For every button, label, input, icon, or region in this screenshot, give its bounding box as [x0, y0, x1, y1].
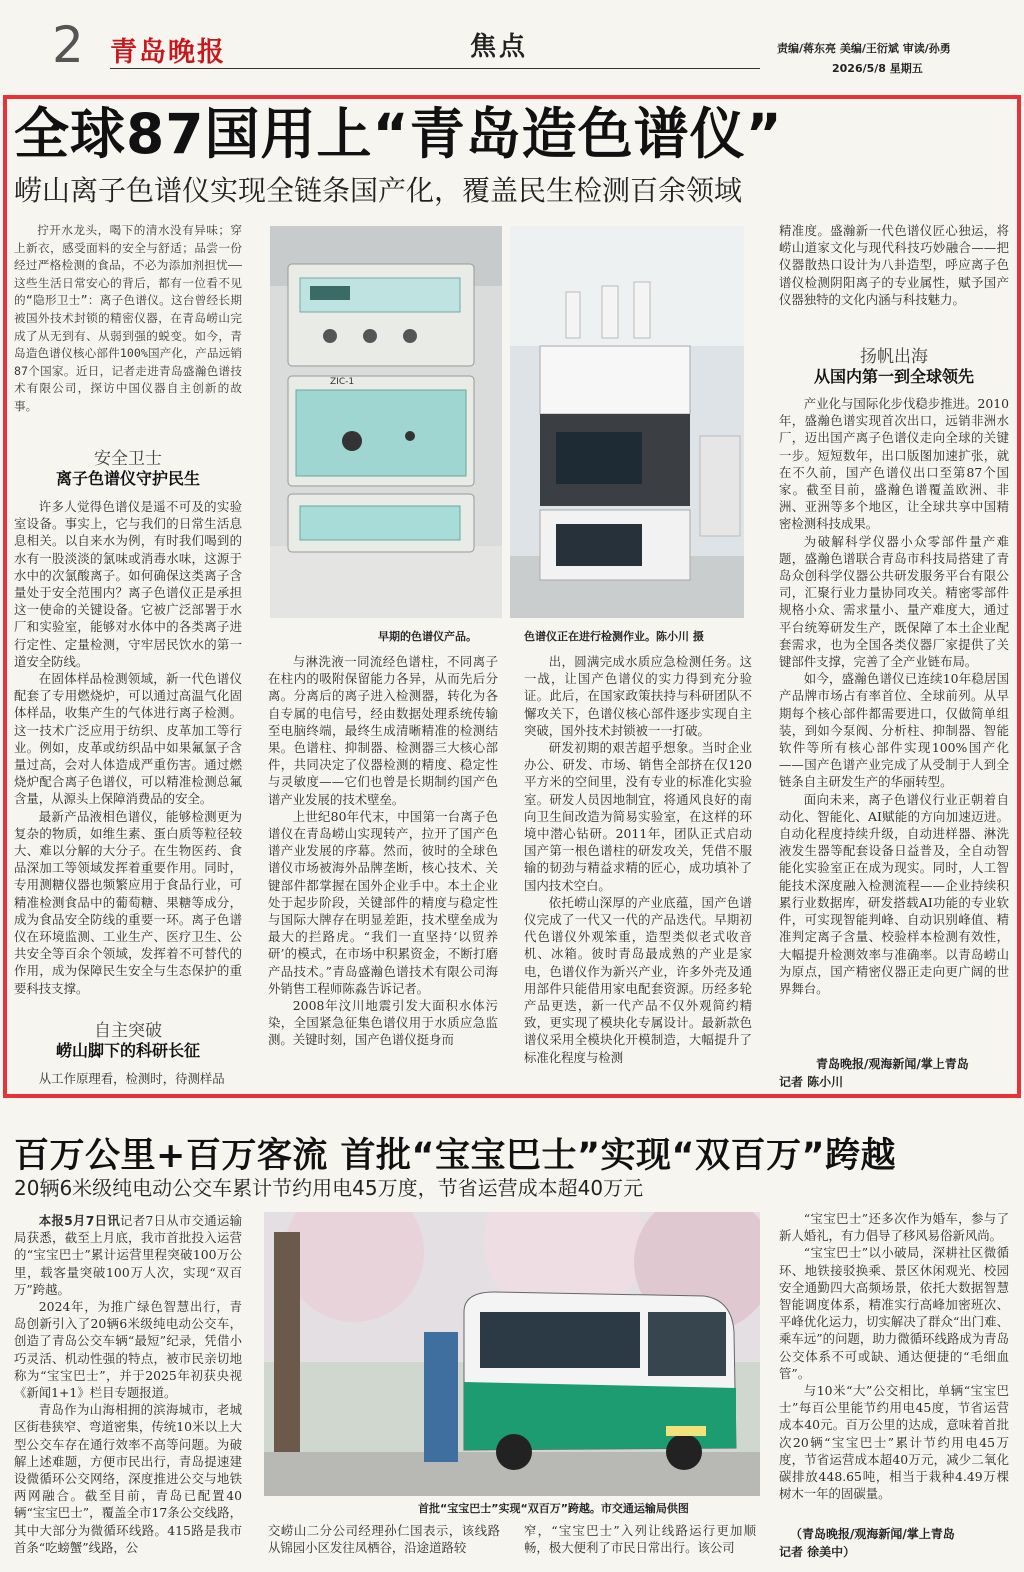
section-kicker: 自主突破 — [94, 1021, 162, 1041]
device-model-label: ZIC-1 — [330, 377, 355, 387]
article-column — [268, 653, 498, 1093]
paragraph: 窄，“宝宝巴士”入列让线路运行更加顺畅，极大便利了市民日常出行。该公司 — [524, 1523, 756, 1556]
photo-baby-bus — [264, 1212, 760, 1496]
article-column — [779, 222, 1009, 332]
story-lead — [14, 222, 242, 432]
article-column — [524, 1522, 756, 1572]
lead-paragraph: 拧开水龙头，喝下的清水没有异味；穿上新衣，感受面料的安全与舒适；品尝一份经过严格检测的食品，不必为添加剂担忧——这些生活日常安心的背后，都有一位看不见的“隐形卫士”：离子色谱仪。这台曾经长期被国外技术封锁的精密仪器，在青岛崂山完成了从无到有、从弱到强的蜕变。如今，青岛造色谱仪核心部件100%国产化，产品远销87个国家。近日，记者走进青岛盛瀚色谱技术有限公司，探访中国仪器自主创新的故事。 — [14, 223, 242, 413]
article-column — [268, 1522, 500, 1572]
paragraph: 青岛作为山海相拥的滨海城市，老城区街巷狭窄、弯道密集，传统10米以上大型公交车存在通行效率不高等问题。为破解上述难题，方便市民出行，青岛提速建设微循环公交网络，深度推进公交与地铁两网融合。截至目前，青岛已配置40辆“宝宝巴士”，覆盖全市17条公交线路，其中大部分为微循环线路。415路是我市首条“吃螃蟹”线路，公 — [14, 1402, 242, 1555]
paragraph: 如今，盛瀚色谱仪已连续10年稳居国产品牌市场占有率首位、全球前列。从早期每个核心部件都需要进口，仅做简单组装，到如今泵阀、分析柱、抑制器、智能软件等所有核心部件实现100%国产化——国产色谱产业完成了从受制于人到全链条自主研发生产的华丽转型。 — [779, 671, 1009, 790]
paragraph: 在固体样品检测领域，新一代色谱仪配套了专用燃烧炉，可以通过高温气化固体样品，收集产生的气体进行离子检测。这一技术广泛应用于纺织、皮革加工等行业。例如，皮革或纺织品中如果氟氯子含量过高，会对人体造成严重伤害。通过燃烧炉配合离子色谱仪，可以精准检测总氟含量，从源头上保障消费品的安全。 — [14, 671, 242, 807]
byline-reporter: 记者 陈小川 — [779, 1075, 844, 1089]
section-title: 焦点 — [470, 32, 529, 62]
article-column — [779, 395, 1009, 1055]
paragraph: 记者7日从市交通运输局获悉，截至上月底，我市首批投入运营的“宝宝巴士”累计运营里程突破100万公里，载客量突破100万人次，实现“双百万”跨越。 — [14, 1213, 242, 1297]
photo-early-chromatograph — [270, 226, 502, 618]
paragraph: 与10米“大”公交相比，单辆“宝宝巴士”每百公里能节约用电45度，节省运营成本40元。百万公里的达成，意味着首批次20辆“宝宝巴士”累计节约用电45万度，节省运营成本超40万元，减少二氧化碳排放448.65吨，相当于栽种4.49万棵树木一年的固碳量。 — [779, 1383, 1009, 1502]
article-column — [779, 1210, 1009, 1522]
paragraph: 产业化与国际化步伐稳步推进。2010年，盛瀚色谱实现首次出口，远销非洲水厂，迈出国产离子色谱仪走向全球的关键一步。短短数年，出口版图加速扩张，就在不久前，国产色谱仪出口至第87个国家。截至目前，盛瀚色谱覆盖欧洲、非洲、亚洲等多个地区，让全球共享中国精密检测科技成果。 — [779, 396, 1009, 532]
article-column — [524, 653, 752, 1093]
paragraph: 依托崂山深厚的产业底蕴，国产色谱仪完成了一代又一代的产品迭代。早期初代色谱仪外观笨重，造型类似老式收音机、冰箱。彼时青岛最成熟的产业是家电，色谱仪作为新兴产业，许多外壳及通用部件只能借用家电配套资源。历经多轮产品更迭，新一代产品不仅外观简约精致，更实现了模块化专属设计。最新款色谱仪采用全模块化开模制造，大幅提升了标准化程度与检测 — [524, 894, 752, 1065]
section-title: 崂山脚下的科研长征 — [55, 1041, 200, 1060]
story-subhead: 20辆6米级纯电动公交车累计节约用电45万度，节省运营成本超40万元 — [14, 1176, 644, 1200]
paragraph: 为破解科学仪器小众零部件量产难题，盛瀚色谱联合青岛市科技局搭建了青岛众创科学仪器公共研发服务平台有限公司，汇聚行业力量协同攻关。精密零部件规格小众、需求量小、量产难度大，通过平台统筹研发生产，既保障了本土企业配套需求，也为全国各类仪器厂家提供了关键部件支撑，完善了全产业链布局。 — [779, 533, 1009, 670]
paragraph: 最新产品液相色谱仪，能够检测更为复杂的物质，如维生素、蛋白质等粒径较大、难以分解的大分子。在生物医药、食品深加工等领域发挥着重要作用。同时，专用测糖仪器也频繁应用于食品行业，可精准检测食品中的葡萄糖、果糖等成分，成为食品安全防线的重要一环。离子色谱仪在环境监测、工业生产、医疗卫生、公共安全等百余个领域，发挥着不可替代的作用，成为保障民生安全与生态保护的重要科技支撑。 — [14, 808, 242, 996]
paragraph: 面向未来，离子色谱仪行业正朝着自动化、智能化、AI赋能的方向加速迈进。自动化程度持续升级，自动进样器、淋洗液发生器等配套设备日益普及，全自动智能化实验室正在成为现实。同时，人工智能技术深度融入检测流程——企业持续积累行业数据库，研发搭载AI功能的专业软件，可实现智能判峰、自动识别峰值、精准判定离子含量、校验样本检测有效性，大幅提升检测效率与准确率。以青岛崂山为原点，国产精密仪器正走向更广阔的世界舞台。 — [779, 791, 1009, 996]
article-column — [14, 1070, 242, 1092]
paragraph: 交崂山二分公司经理孙仁国表示，该线路从锦园小区发往凤栖谷，沿途道路较 — [268, 1523, 500, 1556]
paragraph: 从工作原理看，检测时，待测样品 — [38, 1071, 225, 1086]
section-kicker: 安全卫士 — [94, 449, 162, 469]
page-number: 2 — [52, 16, 84, 74]
section-title: 离子色谱仪守护民生 — [55, 469, 200, 488]
masthead-rule — [110, 68, 760, 69]
story-headline: 百万公里+百万客流 首批“宝宝巴士”实现“双百万”跨越 — [14, 1136, 897, 1176]
story-subhead: 崂山离子色谱仪实现全链条国产化，覆盖民生检测百余领域 — [14, 174, 743, 207]
byline-organization: （青岛晚报/观海新闻/掌上青岛 — [790, 1527, 955, 1541]
paragraph: 精准度。盛瀚新一代色谱仪匠心独运，将崂山道家文化与现代科技巧妙融合——把仪器散热口设计为八卦造型，呼应离子色谱仪检测阴阳离子的专业属性，赋予国产仪器独特的文化内涵与科技魅力。 — [779, 223, 1009, 307]
section-title: 从国内第一到全球领先 — [813, 367, 974, 386]
paragraph: “宝宝巴士”还多次作为婚车，参与了新人婚礼，有力倡导了移风易俗新风尚。 — [779, 1211, 1009, 1244]
section-kicker: 扬帆出海 — [860, 347, 928, 367]
byline-reporter: 记者 徐美中） — [779, 1545, 856, 1559]
paragraph: 2008年汶川地震引发大面积水体污染，全国紧急征集色谱仪用于水质应急监测。关键时刻，国产色谱仪挺身而 — [268, 998, 498, 1048]
issue-date: 2026/5/8 星期五 — [832, 62, 923, 75]
byline-organization: 青岛晚报/观海新闻/掌上青岛 — [816, 1057, 969, 1071]
paragraph: 研发初期的艰苦超乎想象。当时企业办公、研发、市场、销售全部挤在仅120平方米的空间里，没有专业的标准化实验室。研发人员因地制宜，将通风良好的南向卫生间改造为简易实验室，在这样的环境中潜心钻研。2011年，团队正式启动国产第一根色谱柱的研发攻关，凭借不服输的韧劲与精益求精的匠心，成功填补了国内技术空白。 — [524, 740, 752, 893]
paragraph: 许多人觉得色谱仪是遥不可及的实验室设备。事实上，它与我们的日常生活息息相关。以自来水为例，有时我们喝到的水有一股淡淡的氯味或消毒水味，这源于水中的次氯酸离子。如何确保这类离子含量处于安全范围内？离子色谱仪正是承担这一使命的关键设备。它被广泛部署于水厂和实验室，能够对水体中的各类离子进行定性、定量检测，守牢居民饮水的第一道安全防线。 — [14, 499, 242, 669]
paragraph: 出，圆满完成水质应急检测任务。这一战，让国产色谱仪的实力得到充分验证。此后，在国家政策扶持与科研团队不懈攻关下，色谱仪核心部件逐步实现自主突破，国外技术封锁被一一打破。 — [524, 654, 752, 738]
newspaper-name: 青岛晚报 — [110, 37, 226, 68]
paragraph: 上世纪80年代末，中国第一台离子色谱仪在青岛崂山实现转产，拉开了国产色谱产业发展的序幕。然而，彼时的全球色谱仪市场被海外品牌垄断，核心技术、关键部件都掌握在国外企业手中。本土企业处于起步阶段，关键部件的精度与稳定性与国际大牌存在明显差距，技术壁垒成为最大的拦路虎。“我们一直坚持‘以贸养研’的模式，在市场中积累资金，不断打磨产品技术。”青岛盛瀚色谱技术有限公司海外销售工程师陈淼告诉记者。 — [268, 808, 498, 996]
photo-chromatograph-working — [510, 226, 744, 618]
paragraph: 2024年，为推广绿色智慧出行，青岛创新引入了20辆6米级纯电动公交车，创造了青岛公交车辆“最短”纪录，凭借小巧灵活、机动性强的特点，被市民亲切地称为“宝宝巴士”，并于2025年初获央视《新闻1+1》栏目专题报道。 — [14, 1299, 242, 1401]
editor-credits: 责编/蒋东亮 美编/王衍斌 审读/孙勇 — [777, 42, 951, 55]
story-headline: 全球87国用上“青岛造色谱仪” — [14, 102, 783, 166]
photo-caption: 早期的色谱仪产品。 — [378, 630, 477, 643]
paragraph: 与淋洗液一同流经色谱柱，不同离子在柱内的吸附保留能力各异，从而先后分离。分离后的离子进入检测器，转化为各自专属的电信号，经由数据处理系统传输至电脑终端，最终生成清晰精准的检测结果。色谱柱、抑制器、检测器三大核心部件，共同决定了仪器检测的精度、稳定性与灵敏度——它们也曾是长期制约国产色谱产业发展的技术壁垒。 — [268, 654, 498, 807]
dateline-tag: 本报5月7日讯 — [38, 1213, 121, 1228]
article-column — [14, 498, 242, 1006]
photo-caption: 色谱仪正在进行检测作业。陈小川 摄 — [524, 630, 704, 643]
paragraph: “宝宝巴士”以小破局，深耕社区微循环、地铁接驳换乘、景区休闲观光、校园安全通勤四大高频场景，依托大数据智慧智能调度体系，精准实行高峰加密班次、平峰优化运力，切实解决了群众“出门难、乘车远”的问题，助力微循环线路成为青岛公交体系不可或缺、通达便捷的“毛细血管”。 — [779, 1245, 1009, 1381]
article-column — [14, 1212, 242, 1572]
photo-caption: 首批“宝宝巴士”实现“双百万”跨越。市交通运输局供图 — [418, 1502, 689, 1515]
masthead — [0, 0, 1024, 88]
